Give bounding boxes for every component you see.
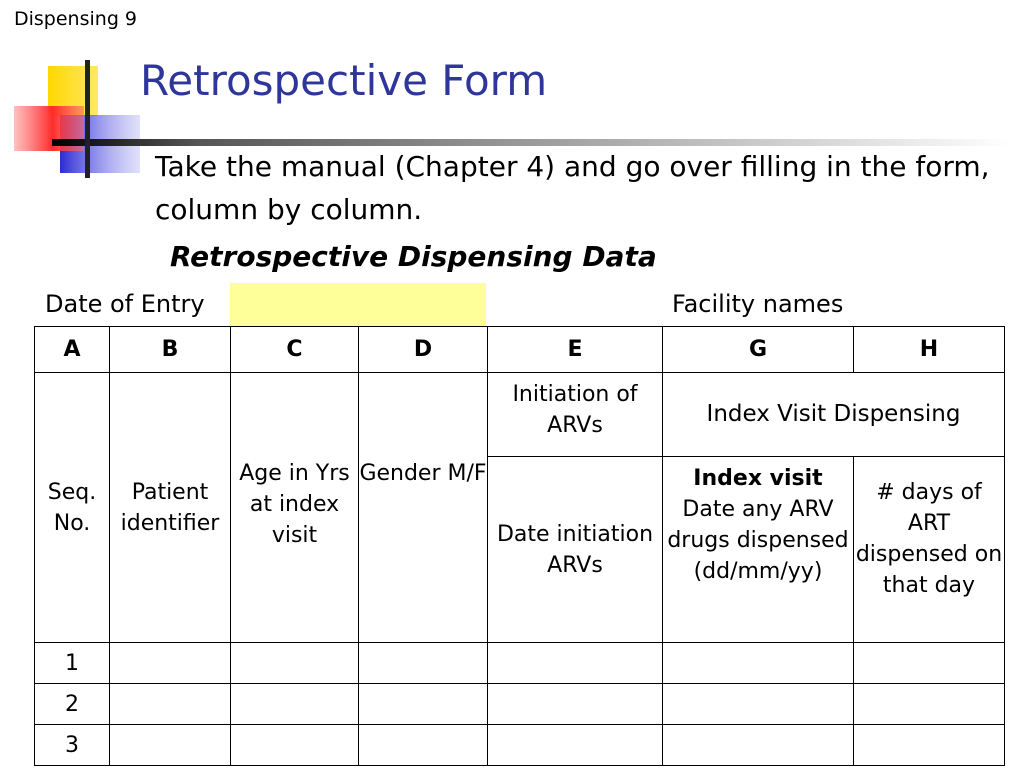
column-letter-a: A <box>35 327 110 373</box>
table-cell[interactable] <box>359 643 488 684</box>
slide-title: Retrospective Form <box>140 56 548 105</box>
table-cell[interactable] <box>663 725 854 766</box>
table-cell[interactable] <box>359 725 488 766</box>
column-letter-g: G <box>663 327 854 373</box>
table-cell[interactable] <box>663 684 854 725</box>
instruction-text: Take the manual (Chapter 4) and go over filling in the form, column by column. <box>155 150 990 226</box>
index-visit-bold-label: Index visit <box>693 466 823 491</box>
table-cell[interactable] <box>854 643 1005 684</box>
age-header: Age in Yrs at index visit <box>231 373 359 643</box>
date-of-entry-field[interactable] <box>230 283 486 327</box>
table-cell[interactable] <box>488 643 663 684</box>
table-cell[interactable] <box>854 725 1005 766</box>
table-cell[interactable] <box>488 684 663 725</box>
slide-header-label: Dispensing 9 <box>14 8 138 30</box>
column-letter-d: D <box>359 327 488 373</box>
column-letter-row <box>35 327 1005 373</box>
table-row <box>35 643 1005 684</box>
gender-header: Gender M/F <box>359 373 488 643</box>
table-row <box>35 725 1005 766</box>
table-cell[interactable] <box>110 684 231 725</box>
table-cell[interactable] <box>663 643 854 684</box>
column-letter-b: B <box>110 327 231 373</box>
table-cell[interactable] <box>488 725 663 766</box>
index-visit-dispensing-header: Index Visit Dispensing <box>663 373 1005 457</box>
seq-no-header: Seq. No. <box>35 373 110 643</box>
row-number: 1 <box>35 643 110 684</box>
days-of-art-header: # days of ART dispensed on that day <box>854 457 1005 643</box>
patient-identifier-header: Patient identifier <box>110 373 231 643</box>
table-cell[interactable] <box>110 643 231 684</box>
row-number: 2 <box>35 684 110 725</box>
index-visit-date-header <box>663 457 854 643</box>
table-caption: Retrospective Dispensing Data <box>170 240 657 273</box>
table-cell[interactable] <box>854 684 1005 725</box>
table-cell[interactable] <box>231 643 359 684</box>
initiation-of-arvs-header: Initiation of ARVs <box>488 373 663 457</box>
column-letter-h: H <box>854 327 1005 373</box>
vertical-rule <box>85 60 90 178</box>
date-of-entry-label: Date of Entry <box>45 290 205 318</box>
table-cell[interactable] <box>359 684 488 725</box>
facility-names-label: Facility names <box>672 290 844 318</box>
date-initiation-header: Date initiation ARVs <box>488 457 663 643</box>
column-letter-e: E <box>488 327 663 373</box>
table-cell[interactable] <box>110 725 231 766</box>
row-number: 3 <box>35 725 110 766</box>
table-row <box>35 684 1005 725</box>
dispensing-data-table <box>34 326 1005 766</box>
index-visit-detail-label: Date any ARV drugs dispensed (dd/mm/yy) <box>667 497 849 584</box>
group-header-row <box>35 373 1005 457</box>
table-cell[interactable] <box>231 725 359 766</box>
column-letter-c: C <box>231 327 359 373</box>
table-cell[interactable] <box>231 684 359 725</box>
